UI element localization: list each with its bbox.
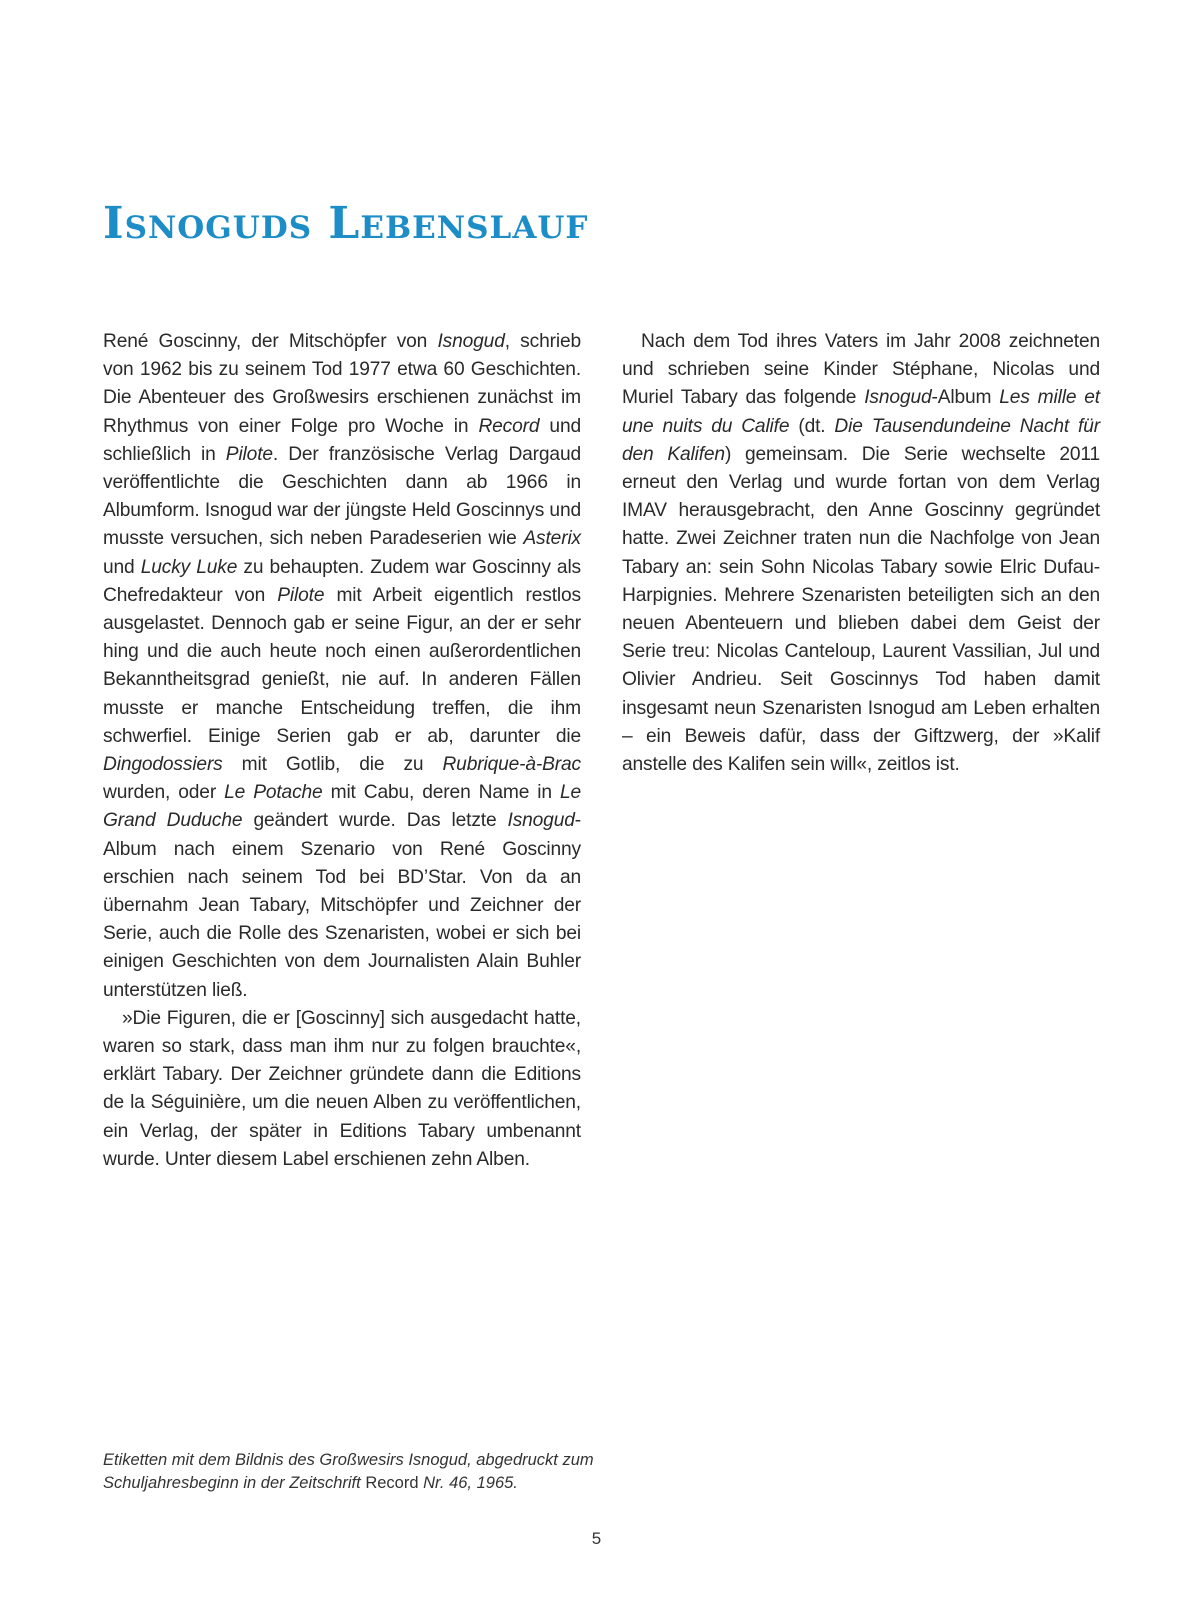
page-title: Isnoguds Lebenslauf: [103, 198, 589, 249]
text-run: Nach dem Tod ihres Vaters im Jahr 2008 zeichneten und schrieben seine Kinder Stéphane, Nicolas und Muriel Tabary das folgende: [622, 331, 1100, 409]
caption-magazine-name: Record: [365, 1474, 419, 1492]
left-column: [103, 328, 581, 1174]
italic-title: Lucky Luke: [140, 556, 238, 578]
text-run: geändert wurde. Das letzte: [242, 810, 508, 832]
image-caption: [103, 1449, 663, 1495]
italic-title: Pilote: [225, 443, 273, 465]
left-paragraph-1: [103, 328, 581, 1005]
text-run: . Der französische Verlag Dargaud veröffentlichte die Geschichten dann ab 1966 in Albumform. Isnogud war der jüngste Held Goscinnys und musste versuchen, sich neben Paradeserien wie: [103, 443, 581, 550]
text-run: und schließlich in: [103, 415, 581, 465]
text-run: -Album nach einem Szenario von René Goscinny erschien nach seinem Tod bei BD’Star. Von da an übernahm Jean Tabary, Mitschöpfer und Zeichner der Serie, auch die Rolle des Szenaristen, wobei er sich bei einigen Geschichten von dem Journalisten Alain Buhler unterstützen ließ.: [103, 810, 581, 1001]
page-number: 5: [591, 1529, 602, 1548]
text-run: (dt.: [789, 415, 835, 437]
text-run: und: [103, 556, 141, 578]
italic-title: Record: [478, 415, 540, 437]
italic-title: Dingodossiers: [103, 754, 223, 776]
text-run: René Goscinny, der Mitschöpfer von: [103, 331, 438, 352]
italic-title: Le Grand Duduche: [103, 782, 581, 832]
caption-text: Nr. 46, 1965.: [418, 1474, 518, 1492]
caption-text: Etiketten mit dem Bildnis des Großwesirs Isnogud, abgedruckt zum Schuljahresbeginn in der Zeitschrift: [103, 1451, 594, 1492]
right-column: [622, 328, 1100, 779]
text-run: mit Cabu, deren Name in: [322, 782, 560, 804]
italic-title: Isnogud: [437, 331, 505, 352]
italic-title: Les mille et une nuits du Calife: [622, 387, 1100, 437]
italic-title: Isnogud: [507, 810, 575, 832]
text-run: mit Arbeit eigentlich restlos ausgelastet. Dennoch gab er seine Figur, an der er sehr hing und die auch heute noch einen außerordentlichen Bekanntheitsgrad genießt, nie auf. In anderen Fällen musste er manche Entscheidung treffen, die ihm schwerfiel. Einige Serien gab er ab, darunter die: [103, 584, 581, 747]
text-run: , schrieb von 1962 bis zu seinem Tod 1977 etwa 60 Geschichten. Die Abenteuer des Großwesirs erschienen zunächst im Rhythmus von einer Folge pro Woche in: [103, 331, 581, 437]
italic-title: Pilote: [277, 584, 325, 606]
text-run: zu behaupten. Zudem war Goscinny als Chefredakteur von: [103, 556, 582, 606]
text-run: -Album: [931, 387, 1000, 409]
italic-title: Rubrique-à-Brac: [442, 754, 581, 776]
right-paragraph-1: [622, 328, 1100, 779]
text-run: wurden, oder: [103, 782, 225, 804]
text-run: ) gemeinsam. Die Serie wechselte 2011 erneut den Verlag und wurde fortan von dem Verlag IMAV herausgebracht, den Anne Goscinny gegründet hatte. Zwei Zeichner traten nun die Nachfolge von Jean Tabary an: sein Sohn Nicolas Tabary sowie Elric Dufau-Harpignies. Mehrere Szenaristen beteiligten sich an den neuen Abenteuern und blieben dabei dem Geist der Serie treu: Nicolas Canteloup, Laurent Vassilian, Jul und Olivier Andrieu. Seit Goscinnys Tod haben damit insgesamt neun Szenaristen Isnogud am Leben erhalten – ein Beweis dafür, dass der Giftzwerg, der »Kalif anstelle des Kalifen sein will«, zeitlos ist.: [622, 443, 1101, 776]
italic-title: Die Tausendundeine Nacht für den Kalifen: [622, 415, 1100, 465]
italic-title: Isnogud: [864, 387, 932, 409]
left-paragraph-2: »Die Figuren, die er [Goscinny] sich ausgedacht hatte, waren so stark, dass man ihm nur zu folgen brauchte«, erklärt Tabary. Der Zeichner gründete dann die Editions de la Séguinière, um die neuen Alben zu veröffentlichen, ein Verlag, der später in Editions Tabary umbenannt wurde. Unter diesem Label erschienen zehn Alben.: [103, 1007, 581, 1170]
italic-title: Le Potache: [224, 782, 323, 804]
text-run: mit Gotlib, die zu: [222, 754, 443, 776]
italic-title: Asterix: [523, 528, 581, 550]
